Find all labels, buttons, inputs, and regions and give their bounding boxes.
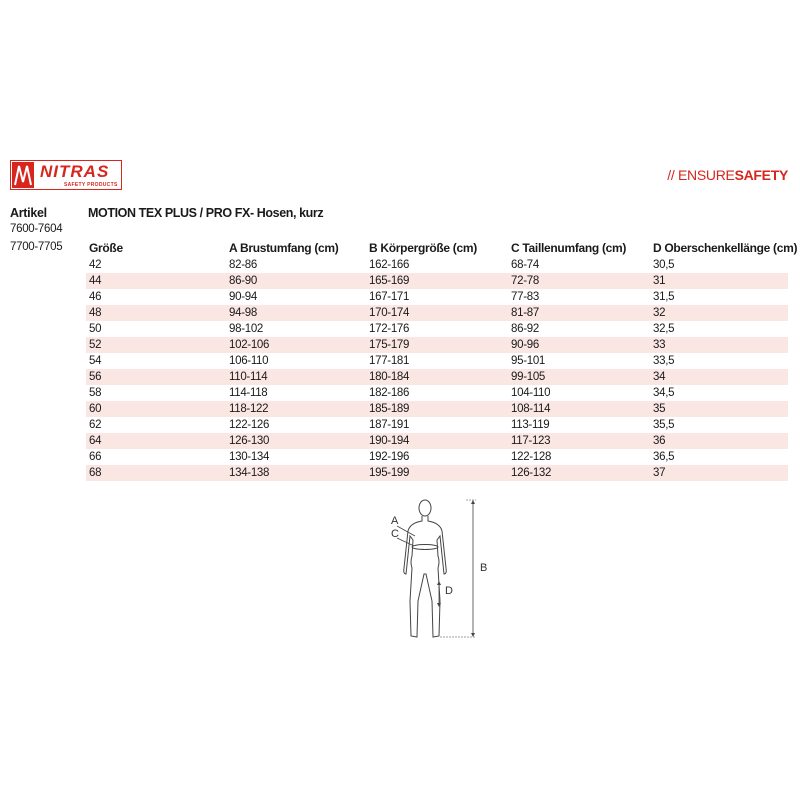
table-row	[86, 369, 788, 385]
cell-height: 182-186	[369, 387, 410, 399]
cell-thigh: 32	[653, 307, 666, 319]
cell-waist: 126-132	[511, 467, 552, 479]
cell-waist: 117-123	[511, 435, 551, 447]
cell-thigh: 31	[653, 275, 666, 287]
cell-thigh: 36	[653, 435, 666, 447]
table-row	[86, 465, 788, 481]
cell-size: 56	[89, 371, 102, 383]
cell-chest: 106-110	[229, 355, 269, 367]
cell-waist: 122-128	[511, 451, 552, 463]
cell-height: 165-169	[369, 275, 410, 287]
cell-chest: 98-102	[229, 323, 264, 335]
cell-height: 167-171	[369, 291, 410, 303]
table-row	[86, 353, 788, 369]
slogan-emphasis: SAFETY	[734, 167, 788, 183]
cell-height: 190-194	[369, 435, 410, 447]
cell-waist: 108-114	[511, 403, 551, 415]
cell-thigh: 33	[653, 339, 666, 351]
article-label: Artikel	[10, 206, 47, 220]
waist-marker	[412, 545, 438, 550]
cell-chest: 86-90	[229, 275, 257, 287]
cell-size: 42	[89, 259, 102, 271]
cell-thigh: 31,5	[653, 291, 675, 303]
cell-size: 64	[89, 435, 102, 447]
cell-height: 187-191	[369, 419, 410, 431]
cell-thigh: 32,5	[653, 323, 675, 335]
cell-size: 46	[89, 291, 102, 303]
table-row	[86, 433, 788, 449]
cell-waist: 68-74	[511, 259, 539, 271]
cell-chest: 130-134	[229, 451, 270, 463]
cell-waist: 99-105	[511, 371, 546, 383]
table-row	[86, 273, 788, 289]
cell-waist: 90-96	[511, 339, 539, 351]
cell-height: 180-184	[369, 371, 410, 383]
figure-head	[419, 500, 431, 516]
table-row	[86, 257, 788, 273]
cell-size: 62	[89, 419, 102, 431]
article-number: 7600-7604	[10, 223, 63, 235]
figure-label-d: D	[445, 585, 453, 597]
cell-chest: 102-106	[229, 339, 270, 351]
cell-chest: 90-94	[229, 291, 257, 303]
cell-size: 44	[89, 275, 102, 287]
table-row	[86, 417, 788, 433]
cell-size: 60	[89, 403, 102, 415]
cell-chest: 118-122	[229, 403, 269, 415]
cell-waist: 72-78	[511, 275, 539, 287]
table-row	[86, 337, 788, 353]
cell-thigh: 35	[653, 403, 666, 415]
cell-thigh: 37	[653, 467, 666, 479]
table-row	[86, 305, 788, 321]
cell-height: 172-176	[369, 323, 410, 335]
cell-size: 66	[89, 451, 102, 463]
cell-thigh: 35,5	[653, 419, 675, 431]
figure-label-b: B	[480, 562, 488, 574]
cell-size: 50	[89, 323, 102, 335]
cell-size: 48	[89, 307, 102, 319]
cell-waist: 81-87	[511, 307, 539, 319]
slogan	[667, 167, 788, 183]
cell-thigh: 30,5	[653, 259, 675, 271]
product-title: MOTION TEX PLUS / PRO FX- Hosen, kurz	[88, 206, 324, 220]
cell-height: 192-196	[369, 451, 410, 463]
cell-height: 195-199	[369, 467, 410, 479]
cell-waist: 113-119	[511, 419, 550, 431]
table-row	[86, 321, 788, 337]
cell-chest: 134-138	[229, 467, 270, 479]
size-table	[86, 240, 798, 481]
cell-waist: 104-110	[511, 387, 551, 399]
cell-height: 185-189	[369, 403, 410, 415]
article-number: 7700-7705	[10, 241, 63, 253]
cell-waist: 86-92	[511, 323, 539, 335]
slogan-prefix: // ENSURE	[667, 167, 735, 183]
cell-chest: 122-126	[229, 419, 270, 431]
cell-thigh: 34,5	[653, 387, 675, 399]
header-height: B Körpergröße (cm)	[369, 241, 477, 255]
figure-label-a: A	[391, 515, 399, 527]
figure-body	[404, 516, 447, 637]
cell-thigh: 36,5	[653, 451, 675, 463]
cell-waist: 95-101	[511, 355, 546, 367]
cell-size: 52	[89, 339, 102, 351]
logo-wordmark: NITRAS	[40, 162, 110, 181]
header-thigh: D Oberschenkellänge (cm)	[653, 241, 798, 255]
cell-size: 54	[89, 355, 102, 367]
cell-height: 175-179	[369, 339, 410, 351]
table-row	[86, 385, 788, 401]
cell-chest: 114-118	[229, 387, 268, 399]
cell-height: 162-166	[369, 259, 410, 271]
cell-size: 68	[89, 467, 102, 479]
header-chest: A Brustumfang (cm)	[229, 241, 339, 255]
cell-chest: 126-130	[229, 435, 270, 447]
figure-label-c: C	[391, 528, 399, 540]
cell-chest: 94-98	[229, 307, 257, 319]
cell-size: 58	[89, 387, 102, 399]
header-size: Größe	[89, 241, 123, 255]
cell-chest: 110-114	[229, 371, 268, 383]
cell-thigh: 33,5	[653, 355, 675, 367]
logo-subtext: SAFETY PRODUCTS	[64, 182, 118, 188]
cell-height: 170-174	[369, 307, 410, 319]
table-row	[86, 401, 788, 417]
header-waist: C Taillenumfang (cm)	[511, 241, 627, 255]
table-row	[86, 289, 788, 305]
cell-waist: 77-83	[511, 291, 539, 303]
cell-height: 177-181	[369, 355, 410, 367]
table-row	[86, 449, 788, 465]
cell-thigh: 34	[653, 371, 666, 383]
cell-chest: 82-86	[229, 259, 257, 271]
table-header-row	[86, 240, 798, 257]
